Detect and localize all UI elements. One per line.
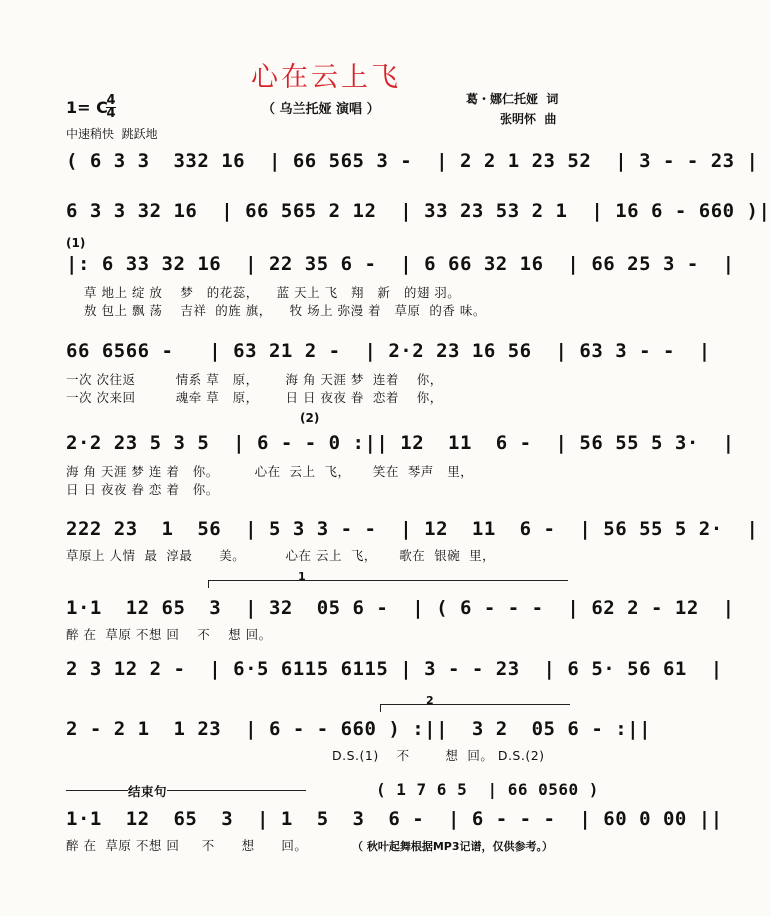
volta-2-number: 2 bbox=[426, 694, 434, 707]
key-signature: 1= C bbox=[66, 98, 108, 117]
transcription-note: （ 秋叶起舞根据MP3记谱，仅供参考。） bbox=[352, 840, 553, 853]
score-line-10: 1·1 12 65 3 | 1 5 3 6 - | 6 - - - | 60 0 00 || bbox=[66, 808, 723, 830]
score-line-2: 6 3 3 32 16 | 66 565 2 12 | 33 23 53 2 1 | 16 6 - 660 )| bbox=[66, 200, 770, 222]
time-sig-top: 4 bbox=[106, 93, 116, 108]
ds-marks: D.S.(1) 不 想 回。 D.S.(2) bbox=[332, 748, 545, 763]
score-line-9: 2 - 2 1 1 23 | 6 - - 660 ) :|| 3 2 05 6 - :|| bbox=[66, 718, 652, 740]
time-signature bbox=[106, 95, 116, 120]
lyric-line-4a: 一次 次往返 情系 草 原， 海 角 天涯 梦 连着 你， bbox=[66, 372, 443, 387]
volta-1-number: 1 bbox=[298, 570, 306, 583]
lyric-line-5b: 日 日 夜夜 眷 恋 着 你。 bbox=[66, 482, 219, 497]
segno-mark-1: (1) bbox=[66, 236, 86, 250]
score-line-7: 1·1 12 65 3 | 32 05 6 - | ( 6 - - - | 62 2 - 12 | bbox=[66, 597, 735, 619]
score-line-8: 2 3 12 2 - | 6·5 6115 6115 | 3 - - 23 | 6 5· 56 61 | bbox=[66, 658, 723, 680]
composer-credit: 张明怀 曲 bbox=[500, 112, 557, 126]
score-line-3: |: 6 33 32 16 | 22 35 6 - | 6 66 32 16 | 66 25 3 - | bbox=[66, 253, 735, 275]
score-line-5: 2·2 23 5 3 5 | 6 - - 0 :|| 12 11 6 - | 56 55 5 3· | bbox=[66, 432, 735, 454]
singer-credit: （ 乌兰托娅 演唱 ） bbox=[262, 102, 380, 117]
lyric-line-3b: 敖 包上 飘 荡 吉祥 的旌 旗， 牧 场上 弥漫 着 草原 的香 味。 bbox=[84, 303, 486, 318]
song-title: 心在云上飞 bbox=[251, 62, 401, 93]
time-sig-bottom: 4 bbox=[106, 106, 116, 121]
lyric-line-10a: 醉 在 草原 不想 回 不 想 回。 bbox=[66, 838, 308, 853]
lyric-line-6a: 草原上 人情 最 淳最 美。 心在 云上 飞， 歌在 银碗 里， bbox=[66, 548, 496, 563]
coda-bracket bbox=[66, 790, 306, 791]
lyric-line-5a: 海 角 天涯 梦 连 着 你。 心在 云上 飞， 笑在 琴声 里， bbox=[66, 464, 474, 479]
coda-accompaniment: ( 1 7 6 5 | 66 0560 ) bbox=[376, 780, 599, 799]
lyricist-credit: 葛・娜仁托娅 词 bbox=[466, 92, 559, 106]
coda-label: 结束句 bbox=[128, 784, 168, 799]
score-line-4: 66 6566 - | 63 21 2 - | 2·2 23 16 56 | 63 3 - - | bbox=[66, 340, 711, 362]
lyric-line-4b: 一次 次来回 魂牵 草 原， 日 日 夜夜 眷 恋着 你， bbox=[66, 390, 443, 405]
volta-1-bracket bbox=[208, 580, 568, 581]
segno-mark-2: (2) bbox=[300, 411, 320, 425]
volta-2-bracket bbox=[380, 704, 570, 705]
lyric-line-3a: 草 地上 绽 放 梦 的花蕊， 蓝 天上 飞 翔 新 的翅 羽。 bbox=[84, 285, 461, 300]
score-line-6: 222 23 1 56 | 5 3 3 - - | 12 11 6 - | 56 55 5 2· | bbox=[66, 518, 759, 540]
score-line-1: ( 6 3 3 332 16 | 66 565 3 - | 2 2 1 23 52 | 3 - - 23 | bbox=[66, 150, 759, 172]
tempo-marking: 中速稍快 跳跃地 bbox=[66, 127, 158, 141]
volta-1-tick bbox=[208, 580, 209, 588]
volta-2-tick bbox=[380, 704, 381, 712]
lyric-line-7a: 醉 在 草原 不想 回 不 想 回。 bbox=[66, 627, 272, 642]
